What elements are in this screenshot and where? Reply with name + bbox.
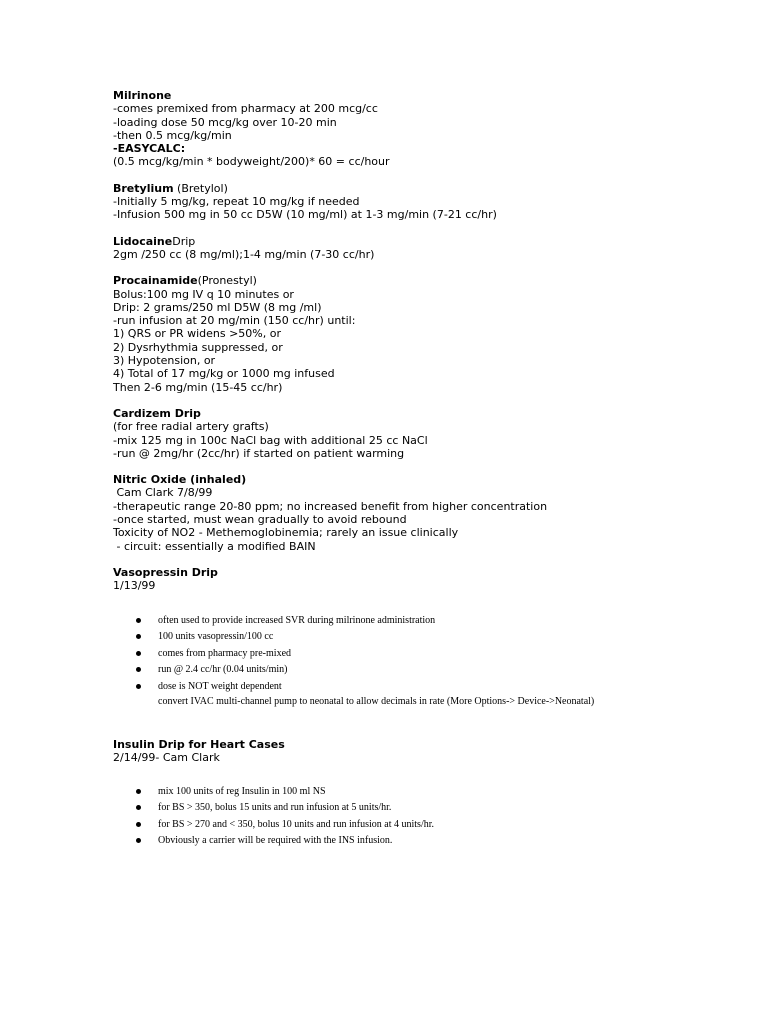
bullet-icon	[136, 651, 141, 656]
bullet-icon	[136, 789, 141, 794]
bullet-text: Obviously a carrier will be required with the INS infusion.	[158, 835, 393, 847]
bullet-icon	[136, 838, 141, 843]
lidocaine-subtitle: Drip	[172, 234, 196, 248]
milrinone-line-2: -loading dose 50 mcg/kg over 10-20 min	[113, 115, 337, 129]
list-item	[158, 646, 753, 663]
insulin-title: Insulin Drip for Heart Cases	[113, 738, 285, 751]
procainamide-line-1: Bolus:100 mg IV q 10 minutes or	[113, 287, 294, 301]
lidocaine-title: Lidocaine	[113, 234, 173, 248]
procainamide-line-4: 1) QRS or PR widens >50%, or	[113, 327, 282, 341]
bullet-text: for BS > 350, bolus 15 units and run infusion at 5 units/hr.	[158, 802, 392, 814]
bullet-text: for BS > 270 and < 350, bolus 10 units and run infusion at 4 units/hr.	[158, 818, 434, 830]
milrinone-line-3: -then 0.5 mcg/kg/min	[113, 128, 232, 142]
bullet-icon	[136, 822, 141, 827]
bullet-continuation: convert IVAC multi-channel pump to neonatal to allow decimals in rate (More Options-> Device->Neonatal)	[158, 696, 595, 707]
vasopressin-bullet-list	[113, 613, 753, 709]
procainamide-line-3: -run infusion at 20 mg/min (150 cc/hr) until:	[113, 314, 356, 328]
procainamide-subtitle: (Pronestyl)	[197, 274, 257, 288]
cardizem-line-3: -run @ 2mg/hr (2cc/hr) if started on patient warming	[113, 446, 405, 460]
bullet-text: 100 units vasopressin/100 cc	[158, 631, 274, 642]
list-item	[158, 833, 753, 850]
bullet-icon	[136, 634, 141, 639]
easycalc-label: -EASYCALC:	[113, 142, 186, 156]
bullet-icon	[136, 684, 141, 689]
list-item	[158, 800, 753, 817]
insulin-section	[113, 738, 753, 850]
list-item	[158, 817, 753, 834]
list-item	[158, 784, 753, 801]
bullet-text: dose is NOT weight dependent	[158, 680, 282, 692]
insulin-bullet-list	[113, 784, 753, 850]
easycalc-formula: (0.5 mcg/kg/min * bodyweight/200)* 60 = cc/hour	[113, 155, 390, 169]
list-item	[158, 613, 753, 630]
cardizem-line-1: (for free radial artery grafts)	[113, 420, 269, 434]
milrinone-section	[113, 89, 753, 169]
nitric-oxide-line-1: Cam Clark 7/8/99	[113, 486, 213, 500]
nitric-oxide-title: Nitric Oxide (inhaled)	[113, 473, 247, 487]
procainamide-line-5: 2) Dysrhythmia suppressed, or	[113, 340, 283, 354]
bullet-icon	[136, 805, 141, 810]
bullet-icon	[136, 618, 141, 623]
cardizem-line-2: -mix 125 mg in 100c NaCl bag with additional 25 cc NaCl	[113, 433, 428, 447]
nitric-oxide-line-5: - circuit: essentially a modified BAIN	[113, 539, 316, 553]
lidocaine-line-1: 2gm /250 cc (8 mg/ml);1-4 mg/min (7-30 cc/hr)	[113, 247, 375, 261]
insulin-date: 2/14/99- Cam Clark	[113, 751, 220, 765]
nitric-oxide-line-3: -once started, must wean gradually to avoid rebound	[113, 513, 407, 527]
vasopressin-title: Vasopressin Drip	[113, 565, 218, 579]
bretylium-section	[113, 182, 753, 222]
nitric-oxide-section	[113, 473, 753, 553]
milrinone-title: Milrinone	[113, 89, 172, 102]
bullet-text: mix 100 units of reg Insulin in 100 ml NS	[158, 785, 326, 797]
bullet-text: run @ 2.4 cc/hr (0.04 units/min)	[158, 664, 288, 675]
bretylium-subtitle: (Bretylol)	[173, 181, 228, 195]
procainamide-title: Procainamide	[113, 274, 198, 288]
vasopressin-date: 1/13/99	[113, 579, 156, 593]
procainamide-section	[113, 274, 753, 394]
cardizem-title: Cardizem Drip	[113, 406, 201, 420]
procainamide-line-2: Drip: 2 grams/250 ml D5W (8 mg /ml)	[113, 300, 322, 314]
procainamide-line-6: 3) Hypotension, or	[113, 354, 216, 368]
milrinone-line-1: -comes premixed from pharmacy at 200 mcg/cc	[113, 102, 378, 116]
list-item	[158, 629, 753, 646]
bretylium-title: Bretylium	[113, 181, 174, 195]
cardizem-section	[113, 407, 753, 460]
procainamide-line-7: 4) Total of 17 mg/kg or 1000 mg infused	[113, 367, 335, 381]
procainamide-line-8: Then 2-6 mg/min (15-45 cc/hr)	[113, 380, 283, 394]
bullet-text: often used to provide increased SVR during milrinone administration	[158, 614, 436, 626]
bullet-text: comes from pharmacy pre-mixed	[158, 647, 292, 659]
lidocaine-section	[113, 235, 753, 262]
vasopressin-section	[113, 566, 753, 708]
list-item	[158, 662, 753, 679]
nitric-oxide-line-4: Toxicity of NO2 - Methemoglobinemia; rarely an issue clinically	[113, 526, 459, 540]
bullet-icon	[136, 667, 141, 672]
nitric-oxide-line-2: -therapeutic range 20-80 ppm; no increased benefit from higher concentration	[113, 499, 548, 513]
bretylium-line-1: -Initially 5 mg/kg, repeat 10 mg/kg if needed	[113, 195, 360, 209]
bretylium-line-2: -Infusion 500 mg in 50 cc D5W (10 mg/ml) at 1-3 mg/min (7-21 cc/hr)	[113, 208, 497, 222]
list-item	[158, 679, 753, 709]
document-page	[113, 89, 753, 850]
